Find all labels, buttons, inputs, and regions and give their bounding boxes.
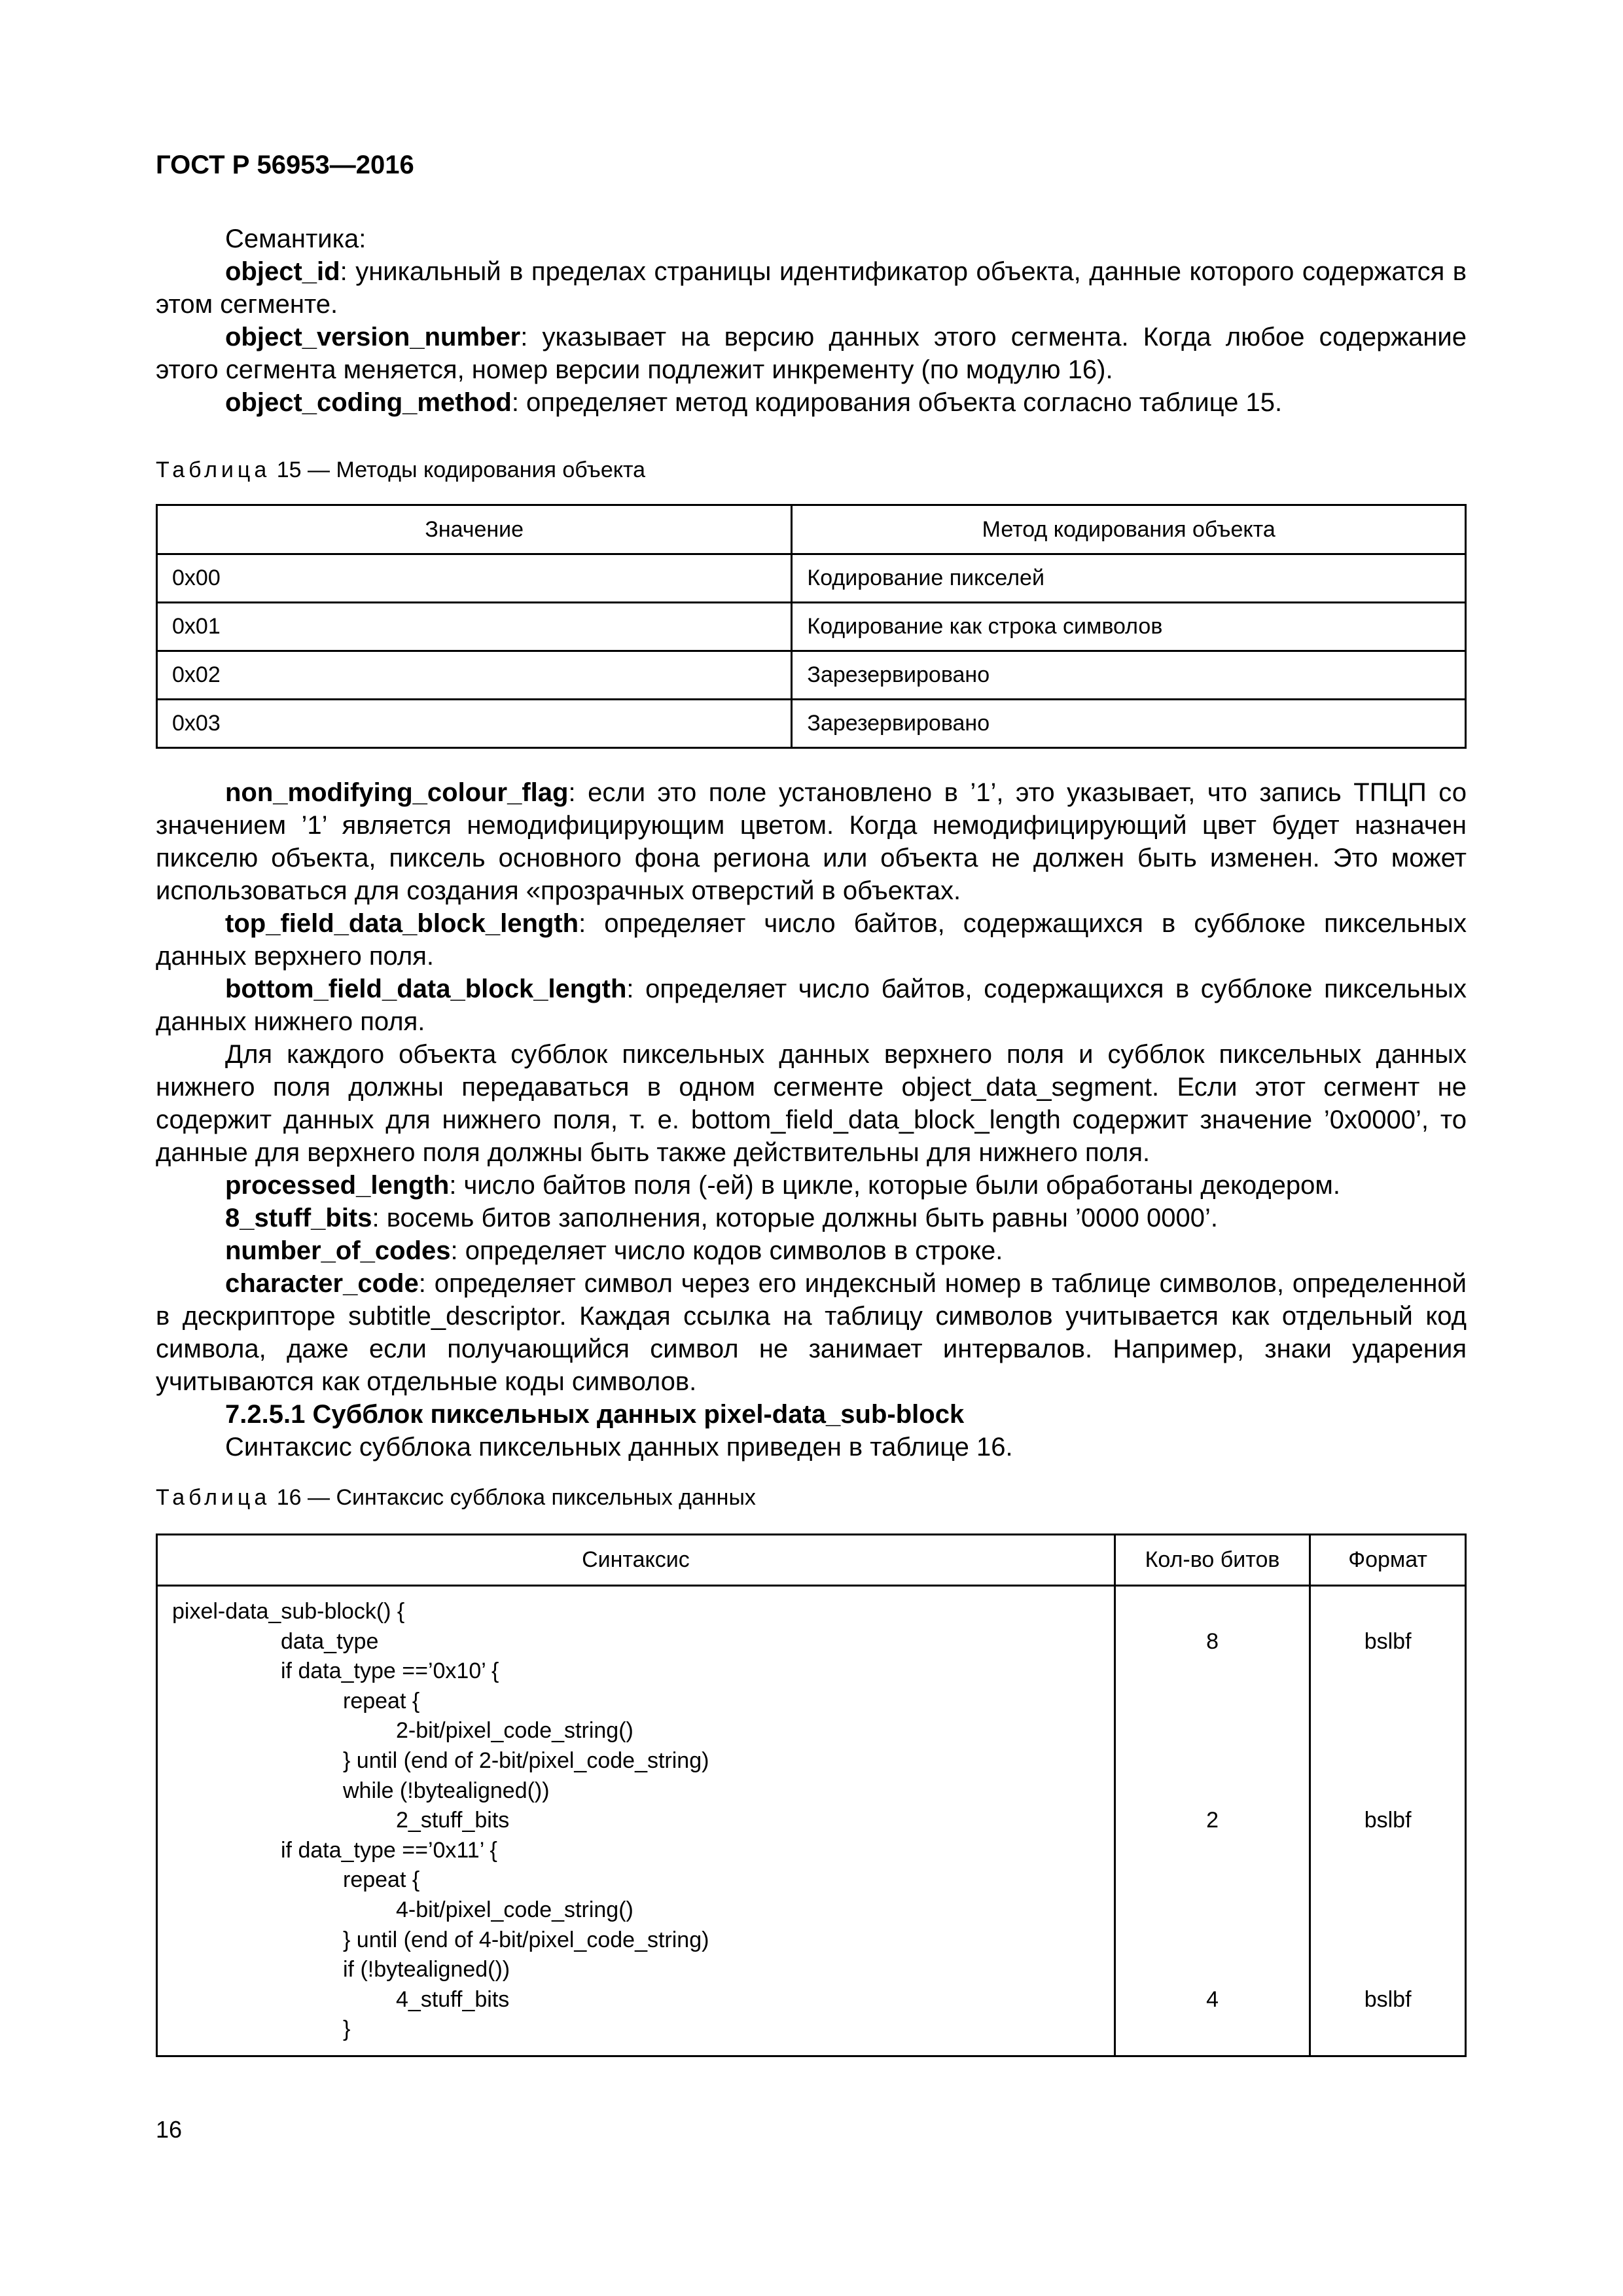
table-cell-value: 0x01 (157, 603, 792, 651)
definition-term: character_code (225, 1269, 419, 1298)
table-cell-method: Кодирование как строка символов (792, 603, 1466, 651)
definition-text: : определяет метод кодирования объекта согласно таблице 15. (511, 388, 1283, 417)
table-cell-method: Кодирование пикселей (792, 554, 1466, 603)
syntax-code-cell (157, 1586, 1115, 2056)
definition-text: : указывает на версию данных этого сегмента. Когда любое содержание этого сегмента меняется, номер версии подлежит инкременту (по модулю 16). (156, 323, 1467, 384)
table-header-row (157, 1535, 1466, 1586)
definition-term: top_field_data_block_length (225, 909, 579, 938)
definition-processed-length (156, 1169, 1467, 1202)
definition-text: : определяет число кодов символов в строке. (450, 1236, 1003, 1265)
definition-top-field-data-block-length (156, 907, 1467, 973)
definition-non-modifying-colour-flag (156, 776, 1467, 907)
syntax-line: } until (end of 4-bit/pixel_code_string) (343, 1927, 709, 1952)
syntax-line: } (343, 2017, 351, 2042)
section-heading: 7.2.5.1 Субблок пиксельных данных pixel-data_sub-block (225, 1400, 965, 1429)
bits-value (1130, 2015, 1294, 2045)
definition-term: number_of_codes (225, 1236, 451, 1265)
bits-value: 8 (1206, 1628, 1219, 1654)
syntax-line: 4_stuff_bits (396, 1986, 510, 2012)
table-header-row (157, 505, 1466, 554)
bits-value: 2 (1206, 1808, 1219, 1833)
bits-cell (1115, 1586, 1310, 2056)
definition-text: : число байтов поля (-ей) в цикле, которые были обработаны декодером. (449, 1171, 1340, 1200)
definition-number-of-codes (156, 1234, 1467, 1267)
format-value (1325, 1597, 1450, 1627)
syntax-line: repeat { (343, 1867, 420, 1893)
bits-value: 4 (1206, 1986, 1219, 2012)
bits-value (1130, 1955, 1294, 1985)
definition-text: : уникальный в пределах страницы идентификатор объекта, данные которого содержатся в этом сегменте. (156, 257, 1467, 319)
syntax-line: if data_type ==’0x10’ { (281, 1659, 499, 1684)
format-value (1325, 1776, 1450, 1806)
definition-text: : определяет символ через его индексный номер в таблице символов, определенной в дескрипторе subtitle_descriptor. Каждая ссылка на таблицу символов учитывается как отдельный код символа, даже если получающийся символ не занимает интервалов. Например, знаки ударения учитываются как отдельные коды символов. (156, 1269, 1467, 1396)
format-value (1325, 1716, 1450, 1746)
syntax-line: 4-bit/pixel_code_string() (396, 1897, 633, 1922)
table-cell-value: 0x02 (157, 651, 792, 700)
format-value (1325, 1746, 1450, 1776)
syntax-line: pixel-data_sub-block() { (172, 1599, 405, 1624)
definition-object-id (156, 255, 1467, 321)
definition-term: object_version_number (225, 323, 521, 351)
bits-value (1130, 1776, 1294, 1806)
syntax-line: while (!bytealigned()) (343, 1778, 550, 1803)
definition-term: object_coding_method (225, 388, 512, 417)
format-value (1325, 1836, 1450, 1866)
bits-value (1130, 1895, 1294, 1926)
definition-text: : определяет число байтов, содержащихся в субблоке пиксельных данных верхнего поля. (156, 909, 1467, 971)
definition-term: processed_length (225, 1171, 450, 1200)
table-header-cell: Формат (1310, 1535, 1466, 1586)
table-caption-text: 15 — Методы кодирования объекта (270, 457, 646, 482)
format-value: bslbf (1364, 1628, 1412, 1654)
table-header-cell: Синтаксис (157, 1535, 1115, 1586)
table-caption-text: 16 — Синтаксис субблока пиксельных данных (270, 1485, 756, 1510)
table-cell-method: Зарезервировано (792, 700, 1466, 748)
format-value (1325, 1926, 1450, 1956)
bits-value (1130, 1687, 1294, 1717)
table-cell-value: 0x03 (157, 700, 792, 748)
format-value (1325, 1865, 1450, 1895)
format-value (1325, 1687, 1450, 1717)
format-value: bslbf (1364, 1808, 1412, 1833)
table-header-cell: Значение (157, 505, 792, 554)
table-cell-value: 0x00 (157, 554, 792, 603)
table-caption-label: Таблица (156, 1485, 271, 1510)
table-15-caption (156, 457, 645, 483)
bits-value (1130, 1926, 1294, 1956)
definition-term: object_id (225, 257, 340, 286)
table-cell-method: Зарезервировано (792, 651, 1466, 700)
bits-value (1130, 1836, 1294, 1866)
table-row (157, 700, 1466, 748)
syntax-line: data_type (281, 1628, 379, 1654)
table-caption-label: Таблица (156, 457, 271, 482)
definition-term: non_modifying_colour_flag (225, 778, 569, 807)
syntax-line: if data_type ==’0x11’ { (281, 1837, 497, 1863)
definition-text: : восемь битов заполнения, которые должны быть равны ’0000 0000’. (372, 1204, 1218, 1232)
definition-text: : если это поле установлено в ’1’, это указывает, что запись ТПЦП со значением ’1’ является немодифицирующим цветом. Когда немодифицирующий цвет будет назначен пикселю объекта, пиксель основного фона региона или объекта не должен быть изменен. Это может использоваться для создания «прозрачных отверстий в объектах. (156, 778, 1467, 905)
syntax-line: } until (end of 2-bit/pixel_code_string) (343, 1748, 709, 1773)
page-number: 16 (156, 2116, 183, 2143)
format-value: bslbf (1364, 1986, 1412, 2012)
definition-text: : определяет число байтов, содержащихся в субблоке пиксельных данных нижнего поля. (156, 975, 1467, 1036)
syntax-line: 2-bit/pixel_code_string() (396, 1718, 633, 1744)
bits-value (1130, 1716, 1294, 1746)
table-row (157, 651, 1466, 700)
format-value (1325, 2015, 1450, 2045)
syntax-line: 2_stuff_bits (396, 1808, 510, 1833)
format-cell (1310, 1586, 1466, 2056)
table-header-cell: Метод кодирования объекта (792, 505, 1466, 554)
paragraph-text: Для каждого объекта субблок пиксельных данных верхнего поля и субблок пиксельных данных нижнего поля должны передаваться в одном сегменте object_data_segment. Если этот сегмент не содержит данных для нижнего поля, т. е. bottom_field_data_block_length содержит значение ’0x0000’, то данные для верхнего поля должны быть также действительны для нижнего поля. (156, 1040, 1467, 1167)
format-value (1325, 1955, 1450, 1985)
document-code: ГОСТ Р 56953—2016 (156, 151, 414, 179)
format-value (1325, 1657, 1450, 1687)
table-header-cell: Кол-во битов (1115, 1535, 1310, 1586)
syntax-line: if (!bytealigned()) (343, 1957, 510, 1982)
paragraph-sub-block-transmission (156, 1038, 1467, 1169)
definition-object-coding-method (156, 386, 1467, 419)
bits-value (1130, 1746, 1294, 1776)
definition-object-version-number (156, 321, 1467, 386)
syntax-line: repeat { (343, 1688, 420, 1713)
table-row (157, 1586, 1466, 2056)
table-16 (156, 1534, 1467, 2057)
bits-value (1130, 1657, 1294, 1687)
bits-value (1130, 1865, 1294, 1895)
semantics-block (156, 223, 1467, 419)
format-value (1325, 1895, 1450, 1926)
table-16-caption (156, 1484, 756, 1511)
table-row (157, 603, 1466, 651)
definition-term: bottom_field_data_block_length (225, 975, 627, 1003)
semantics-label: Семантика: (225, 224, 366, 253)
definition-term: 8_stuff_bits (225, 1204, 372, 1232)
definition-8-stuff-bits (156, 1202, 1467, 1234)
table-15 (156, 504, 1467, 749)
bits-value (1130, 1597, 1294, 1627)
table-row (157, 554, 1466, 603)
definitions-block (156, 776, 1467, 1463)
section-intro-text: Синтаксис субблока пиксельных данных приведен в таблице 16. (225, 1433, 1013, 1462)
definition-bottom-field-data-block-length (156, 973, 1467, 1038)
definition-character-code (156, 1267, 1467, 1398)
